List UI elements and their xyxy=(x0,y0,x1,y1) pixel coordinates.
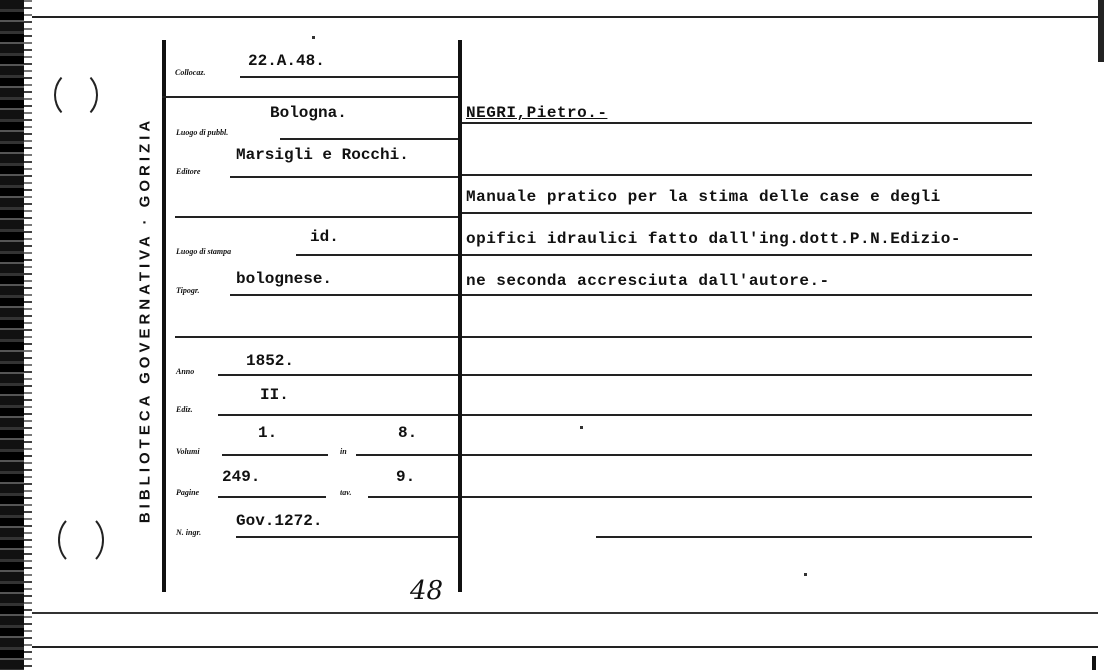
speck xyxy=(580,426,583,429)
next-card-edge xyxy=(1092,656,1096,670)
label-editore: Editore xyxy=(176,167,201,176)
label-edizione: Ediz. xyxy=(176,405,193,414)
scan-edge xyxy=(0,0,24,670)
rule-header xyxy=(162,96,458,98)
rule-blank-1 xyxy=(175,216,458,218)
title-line-3: ne seconda accresciuta dall'autore.- xyxy=(466,272,830,290)
desc-rule-7 xyxy=(462,374,1032,376)
rule-tavole xyxy=(368,496,458,498)
scan-edge-perforation xyxy=(24,0,32,670)
punch-hole-bottom xyxy=(58,513,104,567)
label-luogo-pubbl: Luogo di pubbl. xyxy=(176,128,229,137)
value-n-ingr: Gov.1272. xyxy=(236,512,323,530)
label-pagine: Pagine xyxy=(176,488,200,497)
desc-rule-11 xyxy=(596,536,1032,538)
desc-rule-8 xyxy=(462,414,1032,416)
desc-rule-9 xyxy=(462,454,1032,456)
rule-pagine xyxy=(218,496,326,498)
speck xyxy=(312,36,315,39)
speck xyxy=(804,573,807,576)
desc-rule-6 xyxy=(462,336,1032,338)
value-collocazione: 22.A.48. xyxy=(248,52,325,70)
label-volumi: Volumi xyxy=(176,447,200,456)
title-line-2: opifici idraulici fatto dall'ing.dott.P.N.Edizio- xyxy=(466,230,961,248)
value-editore: Marsigli e Rocchi. xyxy=(236,146,409,164)
value-luogo-pubbl: Bologna. xyxy=(270,104,347,122)
rule-editore xyxy=(230,176,458,178)
rule-tipografia xyxy=(230,294,458,296)
author-heading: NEGRI,Pietro.- xyxy=(466,104,608,122)
desc-rule-2 xyxy=(462,174,1032,176)
rule-luogo-stampa xyxy=(296,254,458,256)
value-pagine: 249. xyxy=(222,468,261,486)
rule-volumi xyxy=(222,454,328,456)
value-volumi: 1. xyxy=(258,424,278,442)
left-column-rule xyxy=(162,40,166,592)
rule-luogo-pubbl xyxy=(280,138,458,140)
value-edizione: II. xyxy=(260,386,289,404)
desc-rule-3 xyxy=(462,212,1032,214)
value-in: 8. xyxy=(398,424,418,442)
card-bottom-border xyxy=(32,612,1098,614)
label-collocazione: Collocaz. xyxy=(175,68,206,77)
desc-rule-4 xyxy=(462,254,1032,256)
punch-hole-top xyxy=(54,70,98,120)
rule-collocazione xyxy=(240,76,458,78)
value-luogo-stampa: id. xyxy=(310,228,339,246)
card-right-border xyxy=(1098,0,1104,62)
label-tavole: tav. xyxy=(340,488,352,497)
label-luogo-stampa: Luogo di stampa xyxy=(176,247,232,256)
card-bottom-border-2 xyxy=(32,646,1098,648)
value-tipografia: bolognese. xyxy=(236,270,333,288)
label-in: in xyxy=(340,447,347,456)
value-anno: 1852. xyxy=(246,352,295,370)
rule-blank-2 xyxy=(175,336,458,338)
label-n-ingr: N. ingr. xyxy=(176,528,202,537)
label-tipografia: Tipogr. xyxy=(176,286,200,295)
library-stamp-text: BIBLIOTECA GOVERNATIVA · GORIZIA xyxy=(136,116,154,524)
desc-rule-1 xyxy=(462,122,1032,124)
desc-rule-10 xyxy=(462,496,1032,498)
rule-edizione xyxy=(218,414,458,416)
rule-n-ingr xyxy=(236,536,458,538)
rule-anno xyxy=(218,374,458,376)
value-tavole: 9. xyxy=(396,468,416,486)
library-stamp xyxy=(134,75,156,565)
desc-rule-5 xyxy=(462,294,1032,296)
rule-in xyxy=(356,454,458,456)
handwritten-number: 48 xyxy=(410,576,444,606)
label-anno: Anno xyxy=(176,367,195,376)
card-top-border xyxy=(32,16,1104,18)
title-line-1: Manuale pratico per la stima delle case e degli xyxy=(466,188,941,206)
